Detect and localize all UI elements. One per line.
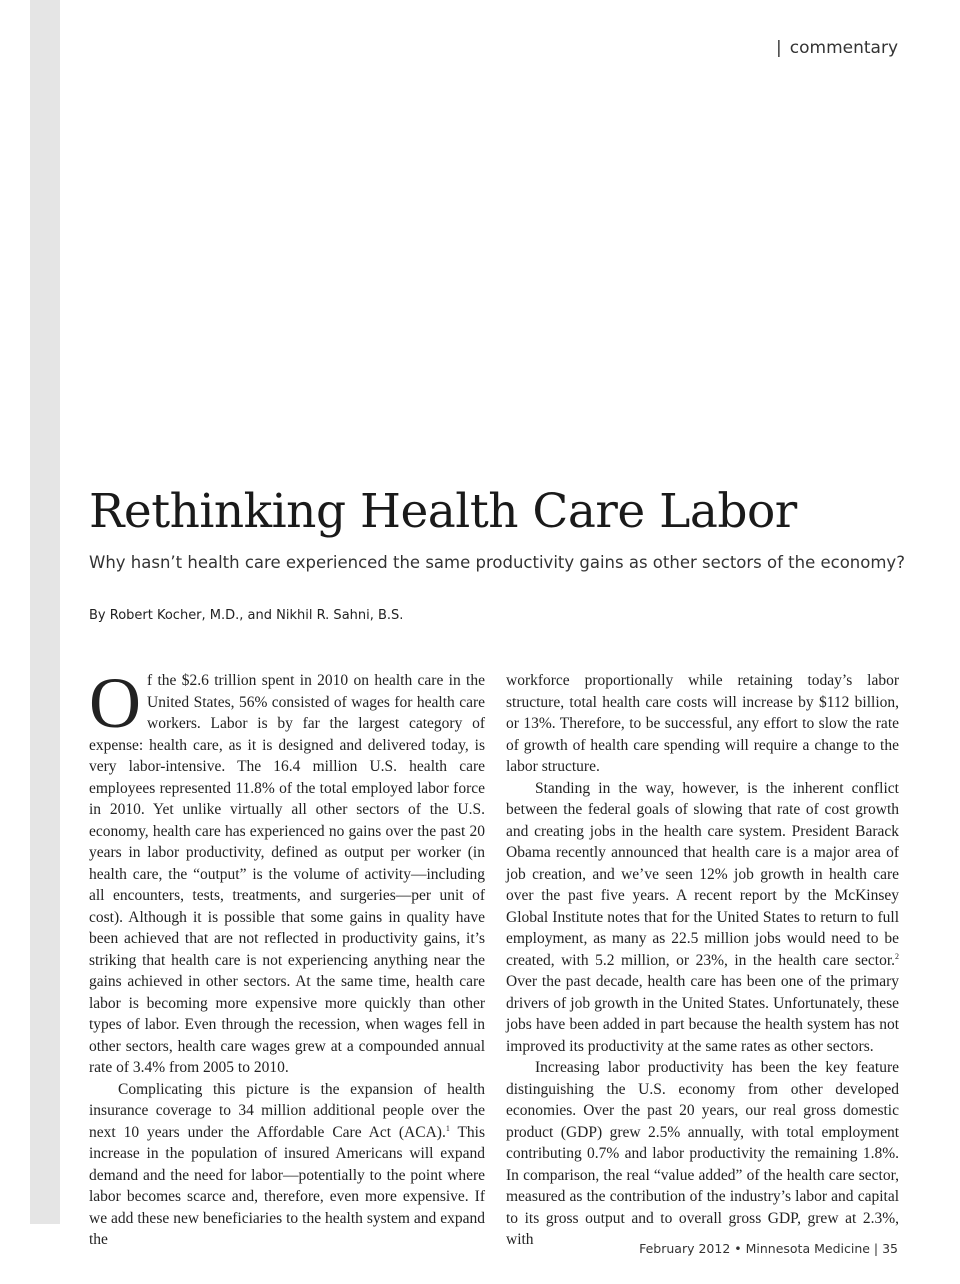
byline: By Robert Kocher, M.D., and Nikhil R. Sahni, B.S.	[89, 608, 404, 623]
article-title: Rethinking Health Care Labor	[89, 484, 797, 539]
paragraph	[506, 778, 899, 1058]
paragraph-text: Over the past decade, health care has been one of the primary drivers of job growth in the United States. Unfortunately, these jobs have been added in part because the health system has not improved its productivity at the same rates as other sectors.	[506, 973, 899, 1055]
drop-cap: O	[89, 663, 141, 743]
paragraph-text: f the $2.6 trillion spent in 2010 on health care in the United States, 56% consisted of wages for health care workers. Labor is by far the largest category of expense: health care, as it is designed and delivered today, is very labor-intensive. The 16.4 million U.S. health care employees represented 11.8% of the total employed labor force in 2010. Yet unlike virtually all other sectors of the U.S. economy, health care has experienced no gains over the past 20 years in labor productivity, defined as output per worker (in health care, the “output” is the volume of activity—including all encounters, tests, treatments, and surgeries—per unit of cost). Although it is possible that some gains in quality have been achieved that are not reflected in productivity gains, it’s striking that health care is not experiencing anything near the gains achieved in other sectors. At the same time, health care labor is becoming more expensive more quickly than other types of labor. Even through the recession, when wages fell in other sectors, health care wages grew at a compounded annual rate of 3.4% from 2005 to 2010.	[89, 672, 485, 1076]
paragraph	[89, 663, 485, 1079]
paragraph-text: This increase in the population of insured Americans will expand demand and the need for labor—potentially to the point where labor becomes scarce and, therefore, even more expensive. If we add these new beneficiaries to the health system and expand the	[89, 1123, 485, 1248]
paragraph-text: Complicating this picture is the expansion of health insurance coverage to 34 million additional people over the next 10 years under the Affordable Care Act (ACA).	[89, 1080, 485, 1141]
paragraph-text: Standing in the way, however, is the inherent conflict between the federal goals of slowing that rate of cost growth and creating jobs in the health care system. President Barack Obama recently announced that health care is a major area of job creation, and we’ve seen 12% job growth in health care over the past five years. A recent report by the McKinsey Global Institute notes that for the United States to return to full employment, as many as 22.5 million jobs would need to be created, with 5.2 million, or 23%, in the health care sector.	[506, 779, 899, 969]
paragraph	[506, 1057, 899, 1251]
left-column	[89, 663, 485, 1251]
footnote-ref: 2	[895, 951, 899, 961]
paragraph-text: Increasing labor productivity has been the key feature distinguishing the U.S. economy from other developed economies. Over the past 20 years, our real gross domestic product (GDP) grew 2.5% annually, with total employment contributing 0.7% and labor productivity the remaining 1.8%. In comparison, the real “value added” of the health care sector, measured as the contribution of the industry’s labor and capital to its gross output and to overall gross GDP, grew at 2.3%, with	[506, 1059, 899, 1248]
paragraph	[506, 670, 899, 778]
left-margin-band	[30, 0, 60, 1224]
footnote-ref: 1	[445, 1123, 450, 1133]
paragraph-text: workforce proportionally while retaining today’s labor structure, total health care costs will increase by $112 billion, or 13%. Therefore, to be successful, any effort to slow the rate of growth of health care spending will require a change to the labor structure.	[506, 672, 899, 775]
page-footer: February 2012 • Minnesota Medicine | 35	[639, 1241, 898, 1256]
article-subtitle: Why hasn’t health care experienced the same productivity gains as other sectors of the economy?	[89, 553, 905, 572]
section-name: commentary	[789, 38, 898, 58]
section-label	[776, 38, 898, 58]
section-divider: |	[776, 38, 782, 58]
paragraph	[89, 1079, 485, 1251]
right-column	[506, 670, 899, 1251]
